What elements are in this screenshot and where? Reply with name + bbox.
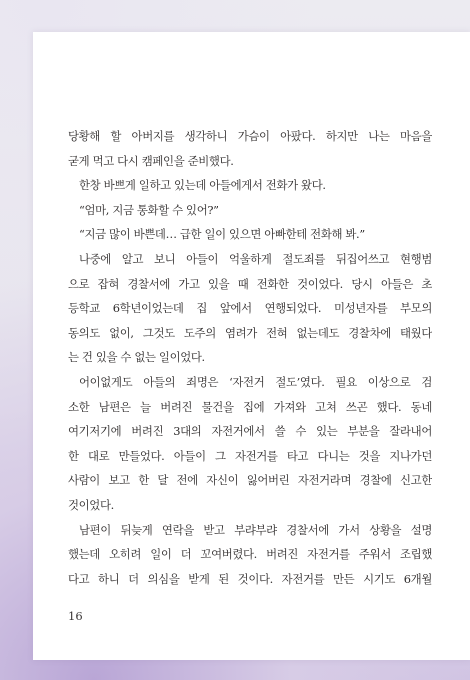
text-line: 굳게 먹고 다시 캠페인을 준비했다. xyxy=(68,153,234,168)
text-line: 했는데 오히려 일이 더 꼬여버렸다. 버려진 자전거를 주워서 조립했 xyxy=(68,547,432,562)
text-line: 으로 잡혀 경찰서에 가고 있을 때 전화한 것이었다. 당시 아들은 초 xyxy=(68,276,432,291)
text-line: 사람이 보고 한 달 전에 자신이 잃어버린 자전거라며 경찰에 신고한 xyxy=(68,473,432,488)
text-line: 당황해 할 아버지를 생각하니 가슴이 아팠다. 하지만 나는 마음을 xyxy=(68,129,432,143)
text-line: 한 대로 만들었다. 아들이 그 자전거를 타고 다니는 것을 지나가던 xyxy=(68,448,432,463)
text-line: 한창 바쁘게 일하고 있는데 아들에게서 전화가 왔다. xyxy=(79,178,326,193)
text-line: 여기저기에 버려진 3대의 자전거에서 쓸 수 있는 부분을 잘라내어 xyxy=(68,424,432,439)
text-line: 소한 남편은 늘 버려진 물건을 집에 가져와 고쳐 쓰곤 했다. 동네 xyxy=(68,399,432,414)
book-page xyxy=(33,32,470,660)
body-text xyxy=(68,124,432,591)
text-line: 것이었다. xyxy=(68,497,114,512)
text-line: 어이없게도 아들의 죄명은 ‘자전거 절도’였다. 필요 이상으로 검 xyxy=(79,374,432,389)
text-line: 는 건 있을 수 없는 일이었다. xyxy=(68,350,205,365)
dialogue-line: “엄마, 지금 통화할 수 있어?” xyxy=(79,202,219,217)
text-line: 남편이 뒤늦게 연락을 받고 부랴부랴 경찰서에 가서 상황을 설명 xyxy=(79,522,432,537)
page-number: 16 xyxy=(68,609,83,623)
text-line: 다고 하니 더 의심을 받게 된 것이다. 자전거를 만든 시기도 6개월 xyxy=(68,571,432,586)
text-line: 나중에 알고 보니 아들이 억울하게 절도죄를 뒤집어쓰고 현행범 xyxy=(79,251,432,266)
dialogue-line: “지금 많이 바쁜데… 급한 일이 있으면 아빠한테 전화해 봐.” xyxy=(79,227,365,242)
text-line: 동의도 없이, 그것도 도주의 염려가 전혀 없는데도 경찰차에 태웠다 xyxy=(68,325,432,340)
text-line: 등학교 6학년이었는데 집 앞에서 연행되었다. 미성년자를 부모의 xyxy=(68,301,432,316)
